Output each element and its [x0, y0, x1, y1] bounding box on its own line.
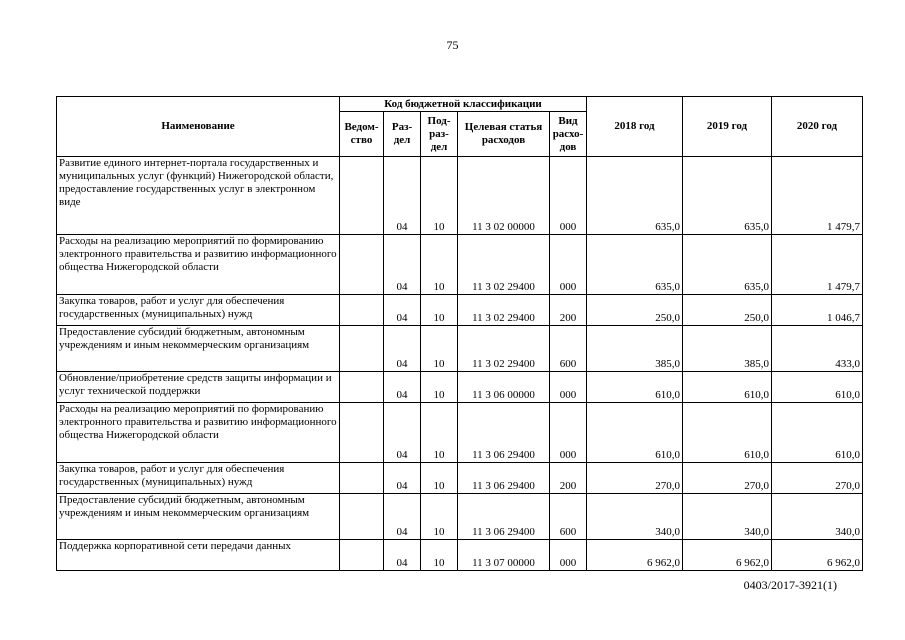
row-razdel: 04: [384, 235, 421, 295]
col-target-header: Целевая статья расходов: [458, 112, 550, 157]
row-target: 11 3 06 29400: [458, 403, 550, 463]
row-2019: 635,0: [683, 157, 772, 235]
row-2019: 6 962,0: [683, 540, 772, 571]
row-razdel: 04: [384, 463, 421, 494]
table-row: [57, 157, 863, 235]
row-name: Развитие единого интернет-портала государственных и муниципальных услуг (функций) Нижегородской области, предоставление государственных услуг в электронном виде: [57, 157, 340, 235]
row-2018: 610,0: [587, 372, 683, 403]
row-razdel: 04: [384, 403, 421, 463]
row-target: 11 3 02 00000: [458, 157, 550, 235]
row-vid: 000: [550, 403, 587, 463]
row-2020: 270,0: [772, 463, 863, 494]
document-code: 0403/2017-3921(1): [743, 578, 837, 592]
row-name: Поддержка корпоративной сети передачи данных: [57, 540, 340, 571]
row-vedomstvo: [340, 295, 384, 326]
row-podrazdel: 10: [421, 540, 458, 571]
row-razdel: 04: [384, 372, 421, 403]
row-2018: 635,0: [587, 235, 683, 295]
row-2019: 610,0: [683, 403, 772, 463]
row-2020: 433,0: [772, 326, 863, 372]
row-2019: 340,0: [683, 494, 772, 540]
row-podrazdel: 10: [421, 463, 458, 494]
row-2018: 610,0: [587, 403, 683, 463]
row-2018: 6 962,0: [587, 540, 683, 571]
row-target: 11 3 02 29400: [458, 295, 550, 326]
row-2020: 340,0: [772, 494, 863, 540]
table-row: [57, 540, 863, 571]
row-vid: 000: [550, 540, 587, 571]
row-razdel: 04: [384, 326, 421, 372]
col-podrazdel-header: Под-раз-дел: [421, 112, 458, 157]
table-row: [57, 494, 863, 540]
row-vid: 600: [550, 494, 587, 540]
row-vedomstvo: [340, 463, 384, 494]
row-name: Предоставление субсидий бюджетным, автономным учреждениям и иным некоммерческим организациям: [57, 326, 340, 372]
row-podrazdel: 10: [421, 157, 458, 235]
row-2019: 610,0: [683, 372, 772, 403]
row-2020: 6 962,0: [772, 540, 863, 571]
row-2020: 1 046,7: [772, 295, 863, 326]
col-name-header: Наименование: [57, 97, 340, 157]
row-name: Расходы на реализацию мероприятий по формированию электронного правительства и развитию информационного общества Нижегородской области: [57, 403, 340, 463]
table-body: [57, 157, 863, 571]
row-vedomstvo: [340, 494, 384, 540]
table-row: [57, 295, 863, 326]
row-target: 11 3 06 29400: [458, 463, 550, 494]
row-2018: 250,0: [587, 295, 683, 326]
row-name: Закупка товаров, работ и услуг для обеспечения государственных (муниципальных) нужд: [57, 463, 340, 494]
row-podrazdel: 10: [421, 326, 458, 372]
row-2018: 270,0: [587, 463, 683, 494]
row-target: 11 3 02 29400: [458, 326, 550, 372]
row-2020: 610,0: [772, 372, 863, 403]
row-razdel: 04: [384, 295, 421, 326]
table-row: [57, 235, 863, 295]
row-vid: 200: [550, 463, 587, 494]
row-2019: 250,0: [683, 295, 772, 326]
budget-table: [56, 96, 863, 571]
col-2020-header: 2020 год: [772, 97, 863, 157]
col-razdel-header: Раз-дел: [384, 112, 421, 157]
row-vid: 000: [550, 157, 587, 235]
row-name: Обновление/приобретение средств защиты информации и услуг технической поддержки: [57, 372, 340, 403]
row-vedomstvo: [340, 372, 384, 403]
row-2018: 385,0: [587, 326, 683, 372]
row-target: 11 3 07 00000: [458, 540, 550, 571]
row-2019: 270,0: [683, 463, 772, 494]
row-target: 11 3 06 00000: [458, 372, 550, 403]
row-vedomstvo: [340, 540, 384, 571]
code-group-header: Код бюджетной классификации: [340, 97, 587, 112]
row-vedomstvo: [340, 235, 384, 295]
col-vedomstvo-header: Ведом-ство: [340, 112, 384, 157]
row-2020: 1 479,7: [772, 157, 863, 235]
row-podrazdel: 10: [421, 494, 458, 540]
row-2019: 635,0: [683, 235, 772, 295]
row-name: Закупка товаров, работ и услуг для обеспечения государственных (муниципальных) нужд: [57, 295, 340, 326]
col-vid-header: Вид расхо-дов: [550, 112, 587, 157]
row-podrazdel: 10: [421, 235, 458, 295]
row-podrazdel: 10: [421, 295, 458, 326]
table-row: [57, 326, 863, 372]
row-target: 11 3 02 29400: [458, 235, 550, 295]
row-vedomstvo: [340, 157, 384, 235]
col-2019-header: 2019 год: [683, 97, 772, 157]
row-razdel: 04: [384, 157, 421, 235]
row-razdel: 04: [384, 540, 421, 571]
row-target: 11 3 06 29400: [458, 494, 550, 540]
row-vid: 600: [550, 326, 587, 372]
row-vedomstvo: [340, 403, 384, 463]
row-podrazdel: 10: [421, 372, 458, 403]
row-vedomstvo: [340, 326, 384, 372]
row-2018: 635,0: [587, 157, 683, 235]
table-row: [57, 463, 863, 494]
row-name: Расходы на реализацию мероприятий по формированию электронного правительства и развитию информационного общества Нижегородской области: [57, 235, 340, 295]
row-name: Предоставление субсидий бюджетным, автономным учреждениям и иным некоммерческим организациям: [57, 494, 340, 540]
col-2018-header: 2018 год: [587, 97, 683, 157]
table-row: [57, 403, 863, 463]
table-header: [57, 97, 863, 157]
row-vid: 200: [550, 295, 587, 326]
row-2020: 1 479,7: [772, 235, 863, 295]
row-podrazdel: 10: [421, 403, 458, 463]
row-2020: 610,0: [772, 403, 863, 463]
row-vid: 000: [550, 372, 587, 403]
table-row: [57, 372, 863, 403]
row-vid: 000: [550, 235, 587, 295]
row-razdel: 04: [384, 494, 421, 540]
row-2019: 385,0: [683, 326, 772, 372]
page-number: 75: [446, 38, 459, 52]
row-2018: 340,0: [587, 494, 683, 540]
